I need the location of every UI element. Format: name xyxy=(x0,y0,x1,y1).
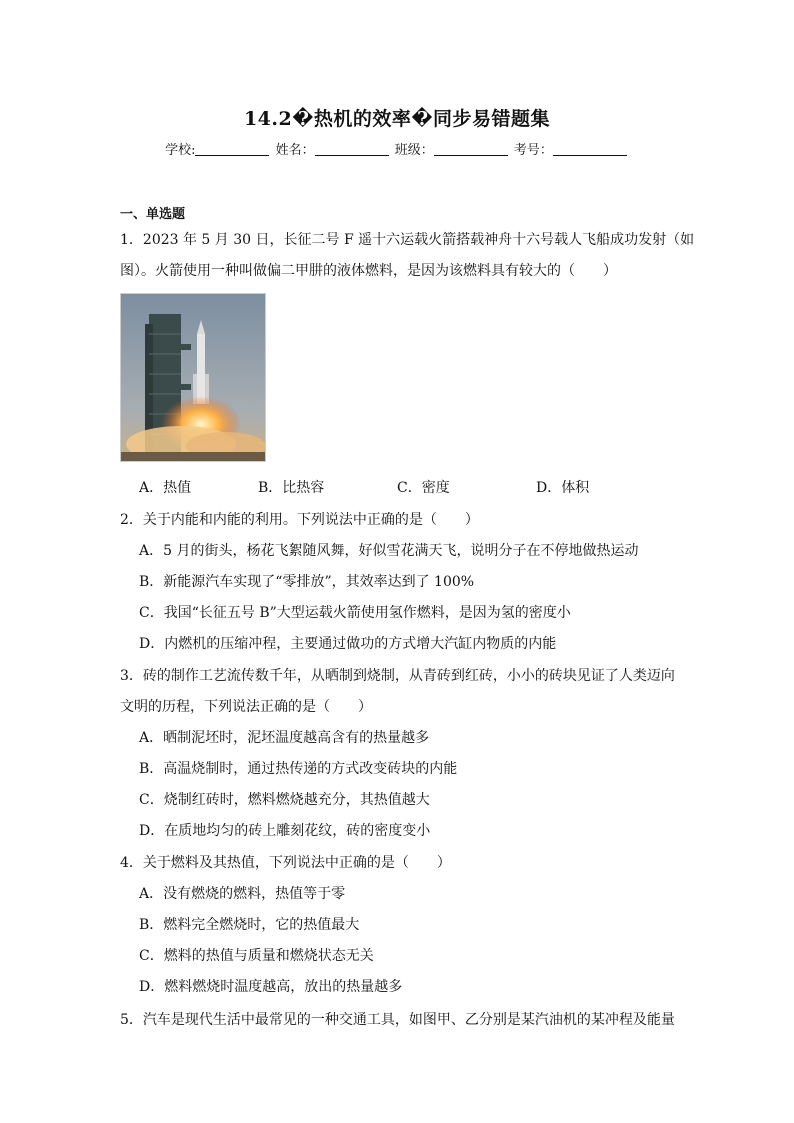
q3-stem-line1: 3．砖的制作工艺流传数千年，从晒制到烧制，从青砖到红砖，小小的砖块见证了人类迈向 xyxy=(120,668,675,684)
student-info-line xyxy=(0,139,794,158)
q2-option-b[interactable]: B．新能源汽车实现了“零排放”，其效率达到了 100% xyxy=(139,574,475,590)
q4-option-b[interactable]: B．燃料完全燃烧时，它的热值最大 xyxy=(139,917,360,933)
q1-stem-line1: 1．2023 年 5 月 30 日，长征二号 F 遥十六运载火箭搭载神舟十六号载人飞船成功发射（如 xyxy=(120,232,695,248)
q2-option-c[interactable]: C．我国“长征五号 B”大型运载火箭使用氢作燃料，是因为氢的密度小 xyxy=(139,605,571,621)
q4-option-c[interactable]: C．燃料的热值与质量和燃烧状态无关 xyxy=(139,948,374,964)
q3-option-a[interactable]: A．晒制泥坯时，泥坯温度越高含有的热量越多 xyxy=(139,730,430,746)
q1-option-c[interactable]: C．密度 xyxy=(397,480,450,496)
q3-option-c[interactable]: C．烧制红砖时，燃料燃烧越充分，其热值越大 xyxy=(139,792,430,808)
q4-stem: 4．关于燃料及其热值，下列说法中正确的是（ ） xyxy=(120,855,451,871)
number-blank[interactable] xyxy=(553,142,627,156)
q2-option-d[interactable]: D．内燃机的压缩冲程，主要通过做功的方式增大汽缸内物质的内能 xyxy=(139,636,557,652)
class-blank[interactable] xyxy=(434,142,508,156)
rocket-launch-photo xyxy=(120,293,266,462)
school-blank[interactable] xyxy=(195,142,269,156)
section-heading: 一、单选题 xyxy=(120,207,186,222)
name-blank[interactable] xyxy=(315,142,389,156)
q1-option-a[interactable]: A．热值 xyxy=(139,480,192,496)
q5-stem-line1: 5．汽车是现代生活中最常见的一种交通工具，如图甲、乙分别是某汽油机的某冲程及能量 xyxy=(120,1012,675,1028)
q1-option-d[interactable]: D．体积 xyxy=(536,480,590,496)
q2-option-a[interactable]: A．5 月的街头，杨花飞絮随风舞，好似雪花满天飞，说明分子在不停地做热运动 xyxy=(139,543,639,559)
school-label: 学校: xyxy=(165,143,196,158)
number-label: 考号： xyxy=(513,143,553,158)
q1-option-b[interactable]: B．比热容 xyxy=(258,480,325,496)
page-title: 14.2�热机的效率�同步易错题集 xyxy=(243,108,551,130)
q3-stem-line2: 文明的历程，下列说法正确的是（ ） xyxy=(120,699,372,715)
q3-option-d[interactable]: D．在质地均匀的砖上雕刻花纹，砖的密度变小 xyxy=(139,823,431,839)
q4-option-d[interactable]: D．燃料燃烧时温度越高，放出的热量越多 xyxy=(139,979,403,995)
name-label: 姓名： xyxy=(275,143,315,158)
q4-option-a[interactable]: A．没有燃烧的燃料，热值等于零 xyxy=(139,886,346,902)
q3-option-b[interactable]: B．高温烧制时，通过热传递的方式改变砖块的内能 xyxy=(139,761,458,777)
q2-stem: 2．关于内能和内能的利用。下列说法中正确的是（ ） xyxy=(120,512,479,528)
q1-options xyxy=(139,477,659,497)
q1-stem-line2: 图）。火箭使用一种叫做偏二甲肼的液体燃料，是因为该燃料具有较大的（ ） xyxy=(120,263,617,279)
class-label: 班级： xyxy=(394,143,434,158)
